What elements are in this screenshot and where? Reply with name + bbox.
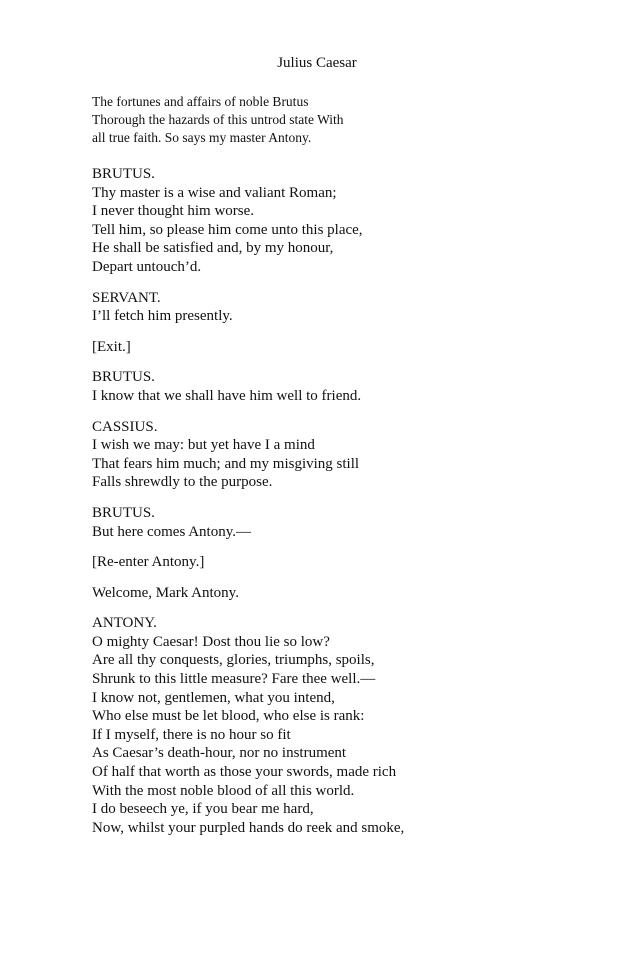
- verse-line: He shall be satisfied and, by my honour,: [92, 240, 334, 257]
- dialogue-block: [92, 165, 404, 277]
- verse-line: I do beseech ye, if you bear me hard,: [92, 801, 314, 818]
- verse-line: Falls shrewdly to the purpose.: [92, 474, 273, 491]
- dialogue-block: [92, 338, 404, 357]
- verse-line: Now, whilst your purpled hands do reek and smoke,: [92, 819, 405, 836]
- speaker-name: BRUTUS.: [92, 369, 155, 386]
- verse-line: I never thought him worse.: [92, 203, 255, 220]
- verse-line: I’ll fetch him presently.: [92, 308, 233, 325]
- dialogue-block: [92, 289, 404, 326]
- verse-line: As Caesar’s death-hour, nor no instrument: [92, 745, 347, 762]
- verse-line: Thy master is a wise and valiant Roman;: [92, 184, 337, 201]
- speaker-name: BRUTUS.: [92, 504, 155, 521]
- verse-line: I know that we shall have him well to friend.: [92, 387, 362, 404]
- dialogue-block: [92, 614, 404, 837]
- verse-line: O mighty Caesar! Dost thou lie so low?: [92, 633, 330, 650]
- intro-line: The fortunes and affairs of noble Brutus: [92, 94, 309, 109]
- verse-line: But here comes Antony.—: [92, 523, 252, 540]
- verse-line: Depart untouch’d.: [92, 258, 202, 275]
- intro-line: Thorough the hazards of this untrod state With: [92, 112, 344, 127]
- dialogue-block: [92, 504, 404, 541]
- document-page: [92, 0, 592, 957]
- dialogue-block: [92, 418, 404, 492]
- verse-line: With the most noble blood of all this world.: [92, 782, 355, 799]
- play-text: [92, 165, 404, 849]
- verse-line: [Re-enter Antony.]: [92, 554, 205, 571]
- verse-line: [Exit.]: [92, 338, 131, 355]
- dialogue-block: [92, 553, 404, 572]
- verse-line: Welcome, Mark Antony.: [92, 584, 239, 601]
- verse-line: Are all thy conquests, glories, triumphs, spoils,: [92, 652, 375, 669]
- intro-line: all true faith. So says my master Antony.: [92, 130, 312, 145]
- dialogue-block: [92, 368, 404, 405]
- verse-line: Of half that worth as those your swords, made rich: [92, 764, 397, 781]
- verse-line: I know not, gentlemen, what you intend,: [92, 689, 335, 706]
- speaker-name: SERVANT.: [92, 289, 161, 306]
- speaker-name: BRUTUS.: [92, 166, 155, 182]
- speaker-name: ANTONY.: [92, 615, 157, 632]
- verse-line: Tell him, so please him come unto this place,: [92, 221, 363, 238]
- intro-paragraph: [92, 93, 344, 147]
- dialogue-block: [92, 584, 404, 603]
- page-title: Julius Caesar: [277, 55, 357, 71]
- verse-line: If I myself, there is no hour so fit: [92, 726, 291, 743]
- verse-line: Who else must be let blood, who else is rank:: [92, 708, 365, 725]
- verse-line: I wish we may: but yet have I a mind: [92, 437, 315, 454]
- speaker-name: CASSIUS.: [92, 418, 158, 435]
- verse-line: Shrunk to this little measure? Fare thee well.—: [92, 671, 376, 688]
- verse-line: That fears him much; and my misgiving still: [92, 455, 360, 472]
